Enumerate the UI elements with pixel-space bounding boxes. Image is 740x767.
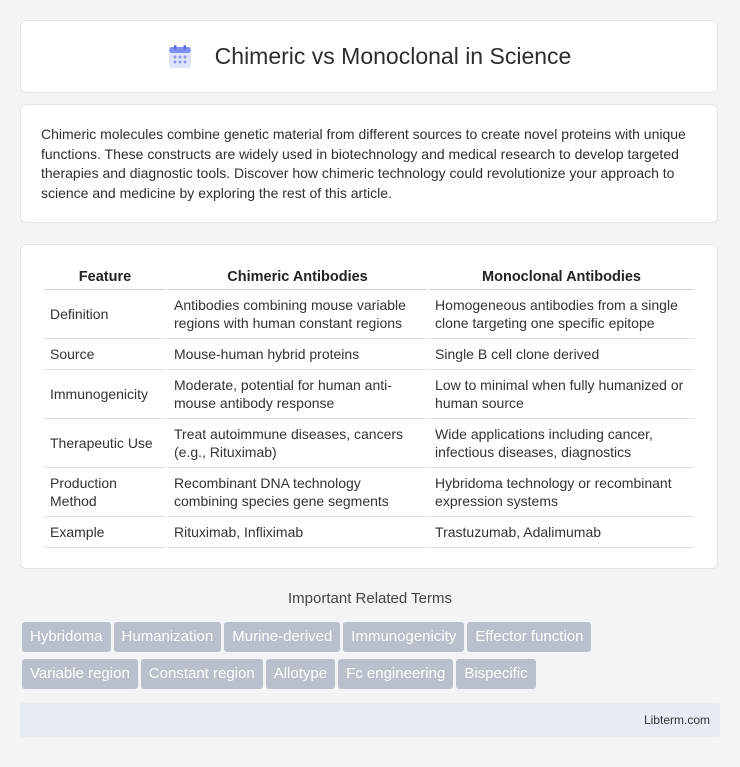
term-tag[interactable]: Bispecific — [456, 659, 535, 689]
page-title: Chimeric vs Monoclonal in Science — [214, 43, 572, 69]
table-row — [44, 419, 694, 468]
table-cell: Recombinant DNA technology combining species gene segments — [168, 468, 427, 517]
column-header: Monoclonal Antibodies — [429, 265, 694, 290]
table-cell: Definition — [44, 290, 166, 339]
table-row — [44, 290, 694, 339]
column-header: Feature — [44, 265, 166, 290]
comparison-table — [42, 265, 696, 548]
table-cell: Single B cell clone derived — [429, 339, 694, 370]
calendar-icon — [167, 44, 193, 70]
column-header: Chimeric Antibodies — [168, 265, 427, 290]
table-cell: Wide applications including cancer, infectious diseases, diagnostics — [429, 419, 694, 468]
table-row — [44, 468, 694, 517]
table-cell: Homogeneous antibodies from a single clone targeting one specific epitope — [429, 290, 694, 339]
term-tag[interactable]: Immunogenicity — [343, 622, 464, 652]
related-terms-title: Important Related Terms — [288, 590, 452, 607]
table-row — [44, 517, 694, 548]
term-tag[interactable]: Effector function — [467, 622, 591, 652]
table-cell: Mouse-human hybrid proteins — [168, 339, 427, 370]
footer-link[interactable]: Libterm.com — [643, 713, 710, 727]
table-cell: Treat autoimmune diseases, cancers (e.g., Rituximab) — [168, 419, 427, 468]
term-tag[interactable]: Allotype — [266, 659, 335, 689]
table-cell: Trastuzumab, Adalimumab — [429, 517, 694, 548]
term-tag[interactable]: Fc engineering — [338, 659, 453, 689]
header-card — [20, 20, 718, 93]
term-tag[interactable]: Hybridoma — [22, 622, 111, 652]
table-cell: Therapeutic Use — [44, 419, 166, 468]
table-cell: Example — [44, 517, 166, 548]
table-row — [44, 339, 694, 370]
table-cell: Production Method — [44, 468, 166, 517]
term-tag[interactable]: Murine-derived — [224, 622, 340, 652]
term-tag[interactable]: Variable region — [22, 659, 138, 689]
table-cell: Immunogenicity — [44, 370, 166, 419]
term-tag[interactable]: Constant region — [141, 659, 263, 689]
table-cell: Rituximab, Infliximab — [168, 517, 427, 548]
table-cell: Source — [44, 339, 166, 370]
term-tag[interactable]: Humanization — [114, 622, 222, 652]
table-cell: Moderate, potential for human anti-mouse antibody response — [168, 370, 427, 419]
comparison-card — [20, 244, 718, 569]
table-cell: Hybridoma technology or recombinant expression systems — [429, 468, 694, 517]
table-row — [44, 370, 694, 419]
footer — [20, 703, 720, 737]
related-terms-list — [22, 622, 722, 696]
table-cell: Antibodies combining mouse variable regions with human constant regions — [168, 290, 427, 339]
intro-card — [20, 104, 718, 223]
table-header-row — [44, 265, 694, 290]
table-cell: Low to minimal when fully humanized or human source — [429, 370, 694, 419]
intro-text: Chimeric molecules combine genetic material from different sources to create novel proteins with unique functions. These constructs are widely used in biotechnology and medical research to develop targeted therapies and diagnostic tools. Discover how chimeric technology could revolutionize your approach to science and medicine by exploring the rest of this article. — [41, 126, 686, 201]
